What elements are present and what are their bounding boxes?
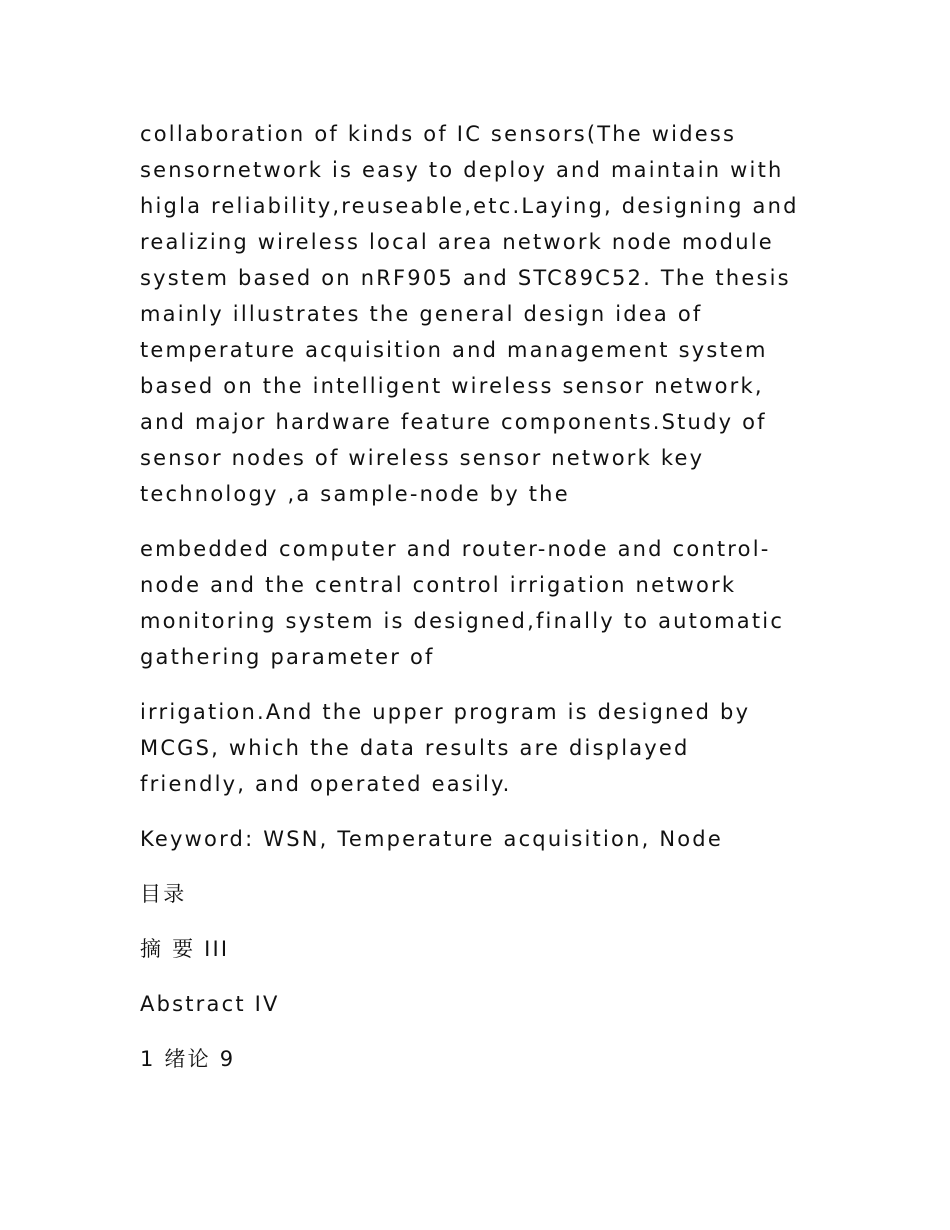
text-line: embedded computer and router-node and control- xyxy=(140,537,771,561)
text-line: and major hardware feature components.Study of xyxy=(140,410,767,434)
text-line: gathering parameter of xyxy=(140,645,435,669)
text-line: sensornetwork is easy to deploy and maintain with xyxy=(140,158,784,182)
text-line: MCGS, which the data results are displayed xyxy=(140,736,690,760)
text-line: collaboration of kinds of IC sensors(The widess xyxy=(140,122,737,146)
text-line: system based on nRF905 and STC89C52. The thesis xyxy=(140,266,791,290)
text-line: based on the intelligent wireless sensor network, xyxy=(140,374,764,398)
text-line: node and the central control irrigation network xyxy=(140,573,737,597)
page-content xyxy=(140,116,820,1096)
text-line: realizing wireless local area network node module xyxy=(140,230,774,254)
toc-heading: 目录 xyxy=(140,882,187,906)
toc-entry xyxy=(140,931,820,967)
toc-entry xyxy=(140,986,820,1022)
text-line: irrigation.And the upper program is designed by xyxy=(140,700,751,724)
toc-entry-chapter-1: 1 绪论 9 xyxy=(140,1047,236,1071)
text-line: mainly illustrates the general design idea of xyxy=(140,302,703,326)
text-line: temperature acquisition and management system xyxy=(140,338,768,362)
text-line: sensor nodes of wireless sensor network key xyxy=(140,446,705,470)
toc-entry-abstract-en: Abstract IV xyxy=(140,992,280,1016)
toc-heading-paragraph xyxy=(140,876,820,912)
text-line: higla reliability,reuseable,etc.Laying, designing and xyxy=(140,194,799,218)
keyword-line: Keyword: WSN, Temperature acquisition, Node xyxy=(140,827,723,851)
abstract-paragraph-2 xyxy=(140,531,820,675)
toc-entry-abstract-cn: 摘 要 III xyxy=(140,937,230,961)
toc-entry xyxy=(140,1041,820,1077)
text-line: monitoring system is designed,finally to automatic xyxy=(140,609,785,633)
abstract-paragraph-3 xyxy=(140,694,820,802)
abstract-paragraph-1 xyxy=(140,116,820,512)
text-line: technology ,a sample-node by the xyxy=(140,482,570,506)
text-line: friendly, and operated easily. xyxy=(140,772,512,796)
keyword-paragraph xyxy=(140,821,820,857)
